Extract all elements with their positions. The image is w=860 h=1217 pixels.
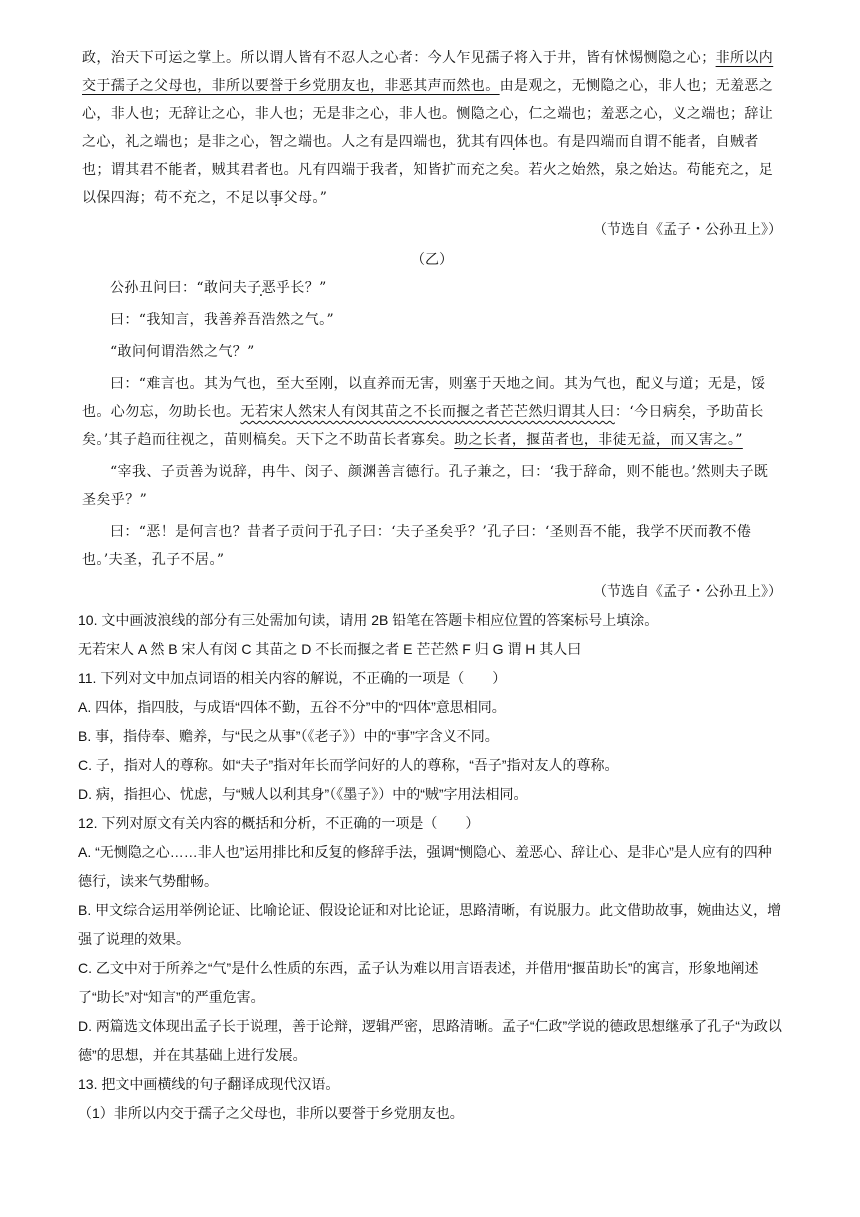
question-10-options: 无若宋人 A 然 B 宋人有闵 C 其苗之 D 不长而揠之者 E 芒芒然 F 归 G 谓 H 其人曰 (78, 641, 582, 657)
question-12-option-b: B. 甲文综合运用举例论证、比喻论证、假设论证和对比论证，思路清晰，有说服力。此文借助故事，婉曲达义，增强了说理的效果。 (78, 902, 782, 947)
dotted-word-siti: 四体 (499, 134, 529, 150)
yi-paragraph-4 (82, 370, 782, 454)
yi-paragraph-3: “敢问何谓浩然之气？” (110, 344, 255, 360)
questions (78, 606, 782, 1128)
passage-jia-body (82, 44, 782, 212)
question-13: 13. 把文中画横线的句子翻译成现代汉语。 (78, 1076, 340, 1092)
dotted-word-shi: 事 (269, 190, 284, 206)
question-12-option-c: C. 乙文中对于所养之“气”是什么性质的东西，孟子认为难以用言语表述，并借用“揠苗助长”的寓言，形象地阐述了“助长”对“知言”的严重危害。 (78, 960, 759, 1005)
yi-paragraph-1 (82, 274, 782, 302)
yi-text: 公孙丑问曰：“敢问 (110, 280, 233, 296)
question-12: 12. 下列对原文有关内容的概括和分析，不正确的一项是（ ） (78, 815, 480, 831)
yi-underlined-sentence: 助之长者，揠苗者也，非徒无益，而又害之。” (454, 432, 743, 448)
dotted-word-bing: 病 (662, 404, 678, 420)
question-12-option-a: A. “无恻隐之心……非人也”运用排比和反复的修辞手法，强调“恻隐心、羞恶心、辞让心、是非心”是人应有的四种德行，读来气势酣畅。 (78, 844, 772, 889)
jia-text: 政，治天下可运之掌上。所以谓人皆有不忍人之心者：今人乍见孺子将入于井，皆有怵惕恻隐之心； (82, 50, 716, 66)
yi-text: 曰：“难言也。其为气也，至大至刚，以直养而无害，则塞于天地之间。其为气也，配义与道；无是，馁也。心勿忘，勿助长也。 (82, 376, 766, 420)
question-12-option-d: D. 两篇选文体现出孟子长于说理，善于论辩，逻辑严密，思路清晰。孟子“仁政”学说的德政思想继承了孔子“为政以德”的思想，并在其基础上进行发展。 (78, 1018, 782, 1063)
question-13-part-1: （1）非所以内交于孺子之父母也，非所以要誉于乡党朋友也。 (78, 1105, 464, 1121)
question-10: 10. 文中画波浪线的部分有三处需加句读，请用 2B 铅笔在答题卡相应位置的答案标号上填涂。 (78, 612, 659, 628)
question-11: 11. 下列对文中加点词语的相关内容的解说，不正确的一项是（ ） (78, 670, 507, 686)
question-11-option-b: B. 事，指侍奉、赡养，与“民之从事”（《老子》）中的“事”字含义不同。 (78, 728, 499, 744)
yi-paragraph-2: 曰：“我知言，我善养吾浩然之气。” (110, 312, 335, 328)
yi-wavy-sentence: 无若宋人然宋人有闵其苗之不长而揠之者芒芒然归谓其人曰 (240, 404, 615, 420)
question-11-option-a: A. 四体，指四肢，与成语“四体不勤，五谷不分”中的“四体”意思相同。 (78, 699, 506, 715)
question-11-option-d: D. 病，指担心、忧虑，与“贼人以利其身”（《墨子》）中的“贼”字用法相同。 (78, 786, 528, 802)
exam-page (78, 44, 782, 1128)
yi-paragraph-5: “宰我、子贡善为说辞，冉牛、闵子、颜渊善言德行。孔子兼之，曰：‘我于辞命，则不能也。’然则夫子既圣矣乎？” (82, 464, 769, 508)
jia-text: 由是观之，无恻隐之心，非人也；无羞恶之心，非人也；无辞让之心，非人也；无是非之心，非人也。恻隐之心，仁之端也；羞恶之心，义之端也；辞让之心，礼之端也；是非之心，智之端也。人之有是四端也，犹其有 (82, 78, 774, 150)
yi-text: 矣，予助苗长矣。’其子趋而往视之，苗则槁矣。天下之不助苗长者寡矣。 (82, 404, 764, 448)
yi-heading: （乙） (411, 252, 453, 268)
yi-paragraph-6: 曰：“恶！是何言也？昔者子贡问于孔子曰：‘夫子圣矣乎？’孔子曰：‘圣则吾不能，我学不厌而教不倦也。’夫圣，孔子不居。” (82, 524, 752, 568)
question-11-option-c: C. 子，指对人的尊称。如“夫子”指对年长而学问好的人的尊称，“吾子”指对友人的尊称。 (78, 757, 619, 773)
dotted-word-fuzi: 夫子 (232, 280, 262, 296)
jia-text: 父母。” (283, 190, 328, 206)
jia-source: （节选自《孟子・公孙丑上》） (593, 222, 782, 238)
jia-text: 也。有是四端而自谓不能者，自贼者也；谓其君不能者，贼其君者也。凡有四端于我者，知皆扩而充之矣。若火之始然，泉之始达。苟能充之，足以保四海；苟不充之，不足以 (82, 134, 774, 206)
yi-text: ：‘今日 (614, 404, 663, 420)
jia-underlined-sentence: 非所以内交于孺子之父母也，非所以要誉于乡党朋友也，非恶其声而然也。 (82, 50, 774, 94)
yi-text: 恶乎长？” (261, 280, 327, 296)
yi-source: （节选自《孟子・公孙丑上》） (593, 584, 782, 600)
